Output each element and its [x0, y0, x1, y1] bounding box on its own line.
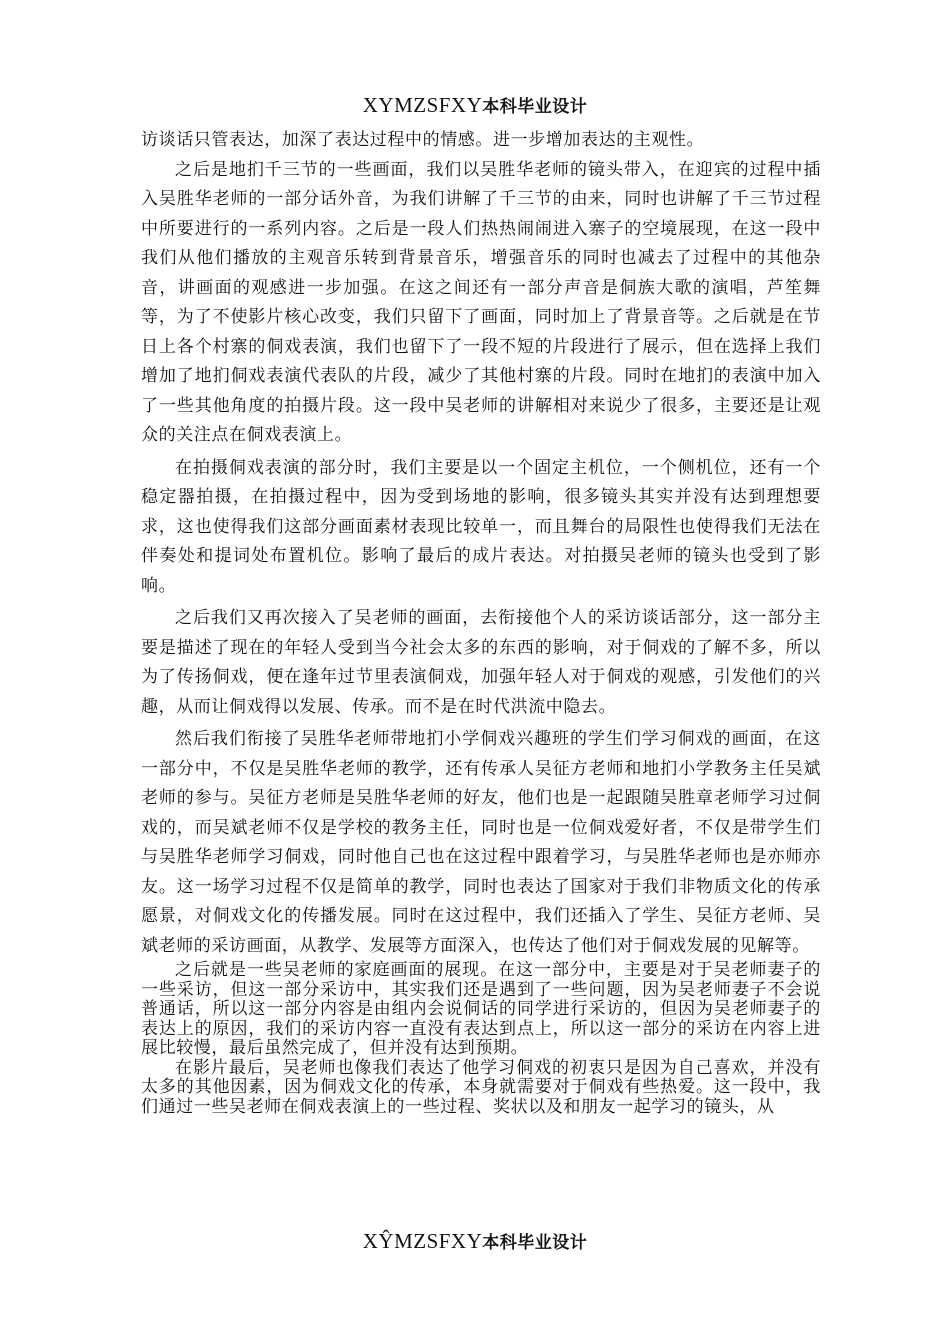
paragraph: 之后是地扪千三节的一些画面，我们以吴胜华老师的镜头带入，在迎宾的过程中插入吴胜华老师的一部分话外音，为我们讲解了千三节的由来，同时也讲解了千三节过程中所要进行的一系列内容。之后是一段人们热热闹闹进入寨子的空境展现，在这一段中我们从他们播放的主观音乐转到背景音乐，增强音乐的同时也减去了过程中的其他杂音，讲画面的观感进一步加强。在这之间还有一部分声音是侗族大歌的演唱，芦笙舞等，为了不使影片核心改变，我们只留下了画面，同时加上了背景音等。之后就是在节日上各个村寨的侗戏表演，我们也留下了一段不短的片段进行了展示，但在选择上我们增加了地扪侗戏表演代表队的片段，减少了其他村寨的片段。同时在地扪的表演中加入了一些其他角度的拍摄片段。这一段中吴老师的讲解相对来说少了很多，主要还是让观众的关注点在侗戏表演上。: [141, 159, 821, 445]
footer-code: XŶMZSFXY: [362, 1229, 483, 1253]
paragraph: 访谈话只管表达，加深了表达过程中的情感。进一步增加表达的主观性。: [141, 130, 705, 150]
paragraph: 之后我们又再次接入了吴老师的画面，去衔接他个人的采访谈话部分，这一部分主要是描述了现在的年轻人受到当今社会太多的东西的影响，对于侗戏的了解不多，所以为了传扬侗戏，便在逢年过节里表演侗戏，加强年轻人对于侗戏的观感，引发他们的兴趣，从而让侗戏得以发展、传承。而不是在时代洪流中隐去。: [141, 608, 821, 717]
paragraph: 在影片最后，吴老师也像我们表达了他学习侗戏的初衷只是因为自己喜欢，并没有太多的其他因素，因为侗戏文化的传承，本身就需要对于侗戏有些热爱。这一段中，我们通过一些吴老师在侗戏表演上的一些过程、奖状以及和朋友一起学习的镜头，从: [141, 1057, 821, 1117]
paragraph: 然后我们衔接了吴胜华老师带地扪小学侗戏兴趣班的学生们学习侗戏的画面，在这一部分中，不仅是吴胜华老师的教学，还有传承人吴征方老师和地扪小学教务主任吴斌老师的参与。吴征方老师是吴胜华老师的好友，他们也是一起跟随吴胜章老师学习过侗戏的，而吴斌老师不仅是学校的教务主任，同时也是一位侗戏爱好者，不仅是带学生们与吴胜华老师学习侗戏，同时他自己也在这过程中跟着学习，与吴胜华老师也是亦师亦友。这一场学习过程不仅是简单的教学，同时也表达了国家对于我们非物质文化的传承愿景，对侗戏文化的传播发展。同时在这过程中，我们还插入了学生、吴征方老师、吴斌老师的采访画面，从教学、发展等方面深入，也传达了他们对于侗戏发展的见解等。: [141, 729, 821, 956]
header-code: XYMZSFXY: [362, 93, 483, 117]
footer-suffix: 本科毕业设计: [482, 1233, 588, 1253]
paragraph: 在拍摄侗戏表演的部分时，我们主要是以一个固定主机位，一个侧机位，还有一个稳定器拍摄，在拍摄过程中，因为受到场地的影响，很多镜头其实并没有达到理想要求，这也使得我们这部分画面素材表现比较单一，而且舞台的局限性也使得我们无法在伴奏处和提词处布置机位。影响了最后的成片表达。对拍摄吴老师的镜头也受到了影响。: [141, 457, 821, 596]
page-header: [0, 92, 950, 118]
paragraph: 之后就是一些吴老师的家庭画面的展现。在这一部分中，主要是对于吴老师妻子的一些采访，但这一部分采访中，其实我们还是遇到了一些问题，因为吴老师妻子不会说普通话，所以这一部分内容是由组内会说侗话的同学进行采访的，但因为吴老师妻子的表达上的原因，我们的采访内容一直没有表达到点上，所以这一部分的采访在内容上进展比较慢，最后虽然完成了，但并没有达到预期。: [141, 960, 821, 1058]
header-suffix: 本科毕业设计: [482, 97, 588, 117]
page-footer: [0, 1228, 950, 1254]
document-body: [141, 126, 821, 1117]
